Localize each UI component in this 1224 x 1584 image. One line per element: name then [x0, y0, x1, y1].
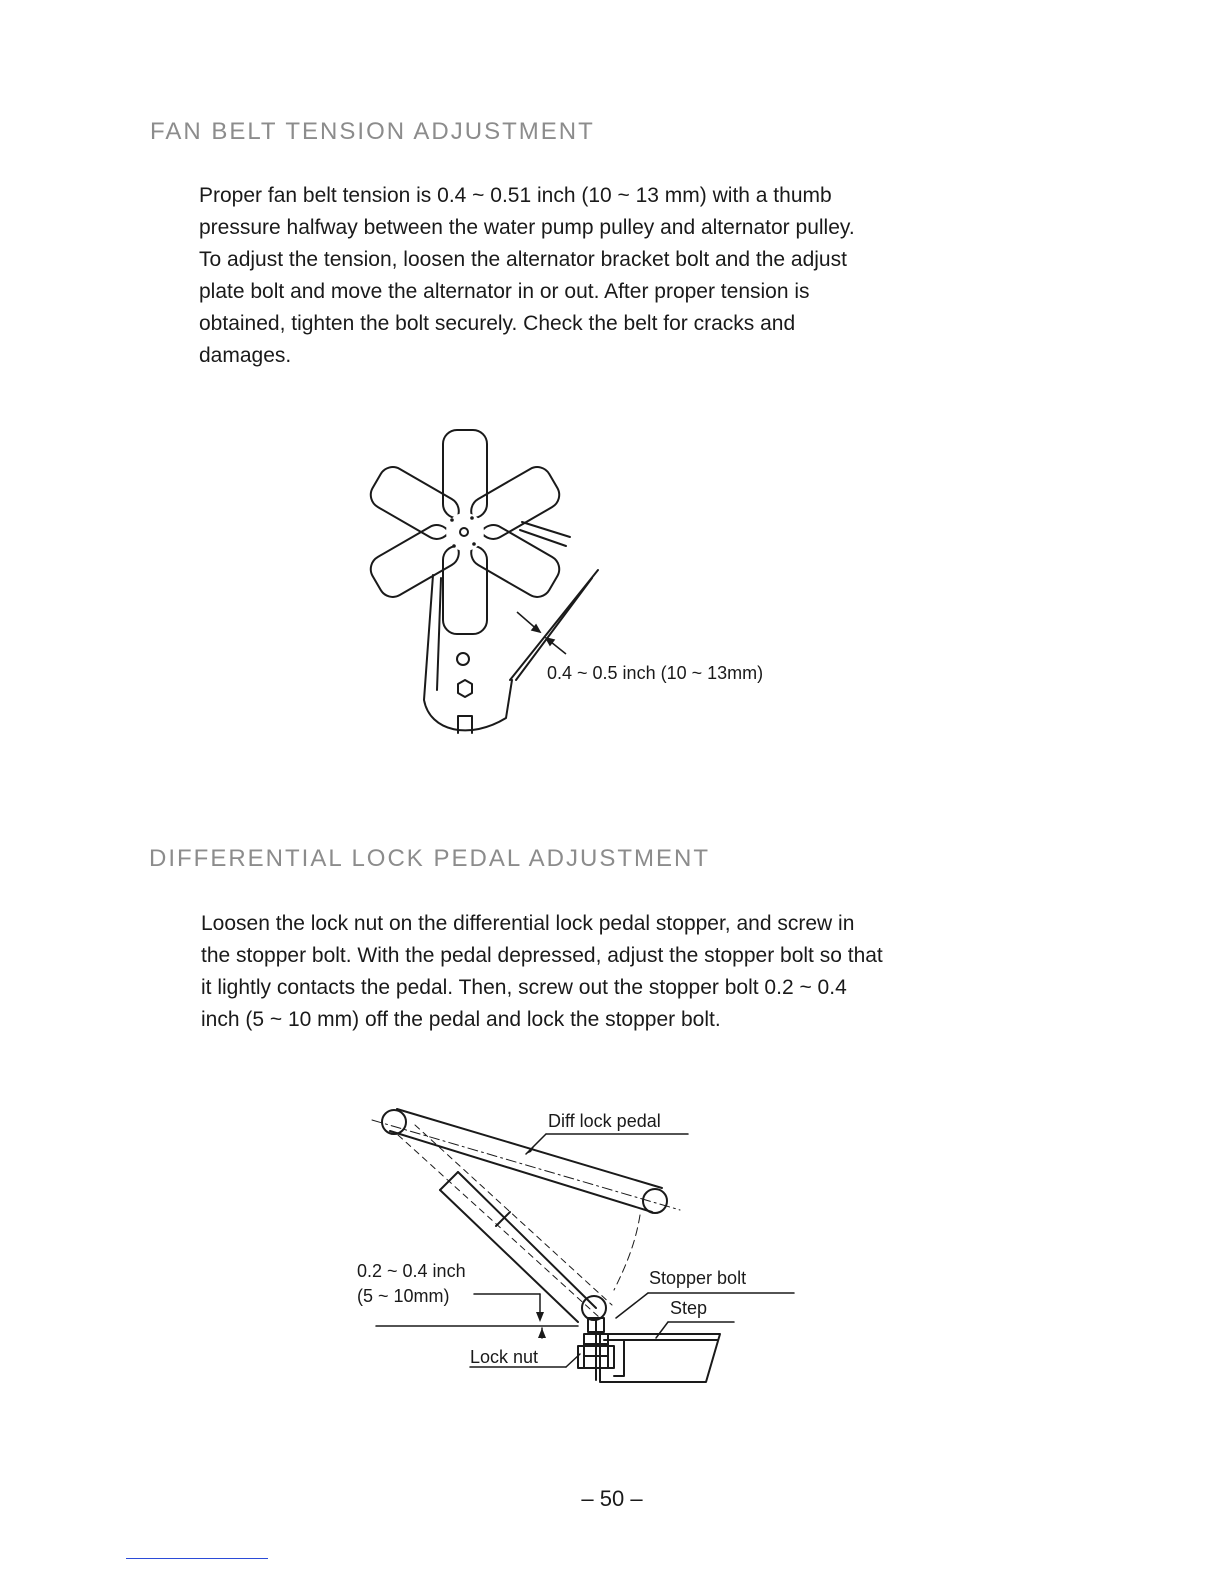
paragraph-line: the stopper bolt. With the pedal depressed, adjust the stopper bolt so that — [201, 944, 883, 967]
paragraph-line: inch (5 ~ 10 mm) off the pedal and lock the stopper bolt. — [201, 1008, 721, 1031]
page-number: – 50 – — [581, 1486, 643, 1511]
stopper-bolt — [578, 1318, 614, 1380]
stopper-bolt-label: Stopper bolt — [649, 1268, 747, 1288]
section-heading-diff-lock: DIFFERENTIAL LOCK PEDAL ADJUSTMENT — [149, 845, 710, 872]
footer-rule — [126, 1558, 268, 1559]
deflection-label: 0.4 ~ 0.5 inch (10 ~ 13mm) — [547, 663, 764, 683]
paragraph-line: obtained, tighten the bolt securely. Check the belt for cracks and — [199, 312, 796, 335]
paragraph-line: damages. — [199, 344, 292, 367]
paragraph-line: pressure halfway between the water pump pulley and alternator pulley. — [199, 216, 855, 239]
step-label: Step — [670, 1298, 708, 1318]
clearance-inch-label: 0.2 ~ 0.4 inch — [357, 1261, 466, 1281]
paragraph-line: To adjust the tension, loosen the alternator bracket bolt and the adjust — [199, 248, 847, 271]
clearance-mm-label: (5 ~ 10mm) — [357, 1286, 450, 1306]
paragraph-line: Proper fan belt tension is 0.4 ~ 0.51 inch (10 ~ 13 mm) with a thumb — [199, 184, 832, 207]
paragraph-line: it lightly contacts the pedal. Then, screw out the stopper bolt 0.2 ~ 0.4 — [201, 976, 847, 999]
paragraph-line: plate bolt and move the alternator in or out. After proper tension is — [199, 280, 810, 303]
paragraph-line: Loosen the lock nut on the differential lock pedal stopper, and screw in — [201, 912, 855, 935]
diff-lock-pedal-label: Diff lock pedal — [548, 1111, 661, 1131]
section-heading-fan-belt: FAN BELT TENSION ADJUSTMENT — [150, 118, 595, 145]
step-plate — [600, 1334, 720, 1382]
lock-nut-label: Lock nut — [470, 1347, 539, 1367]
